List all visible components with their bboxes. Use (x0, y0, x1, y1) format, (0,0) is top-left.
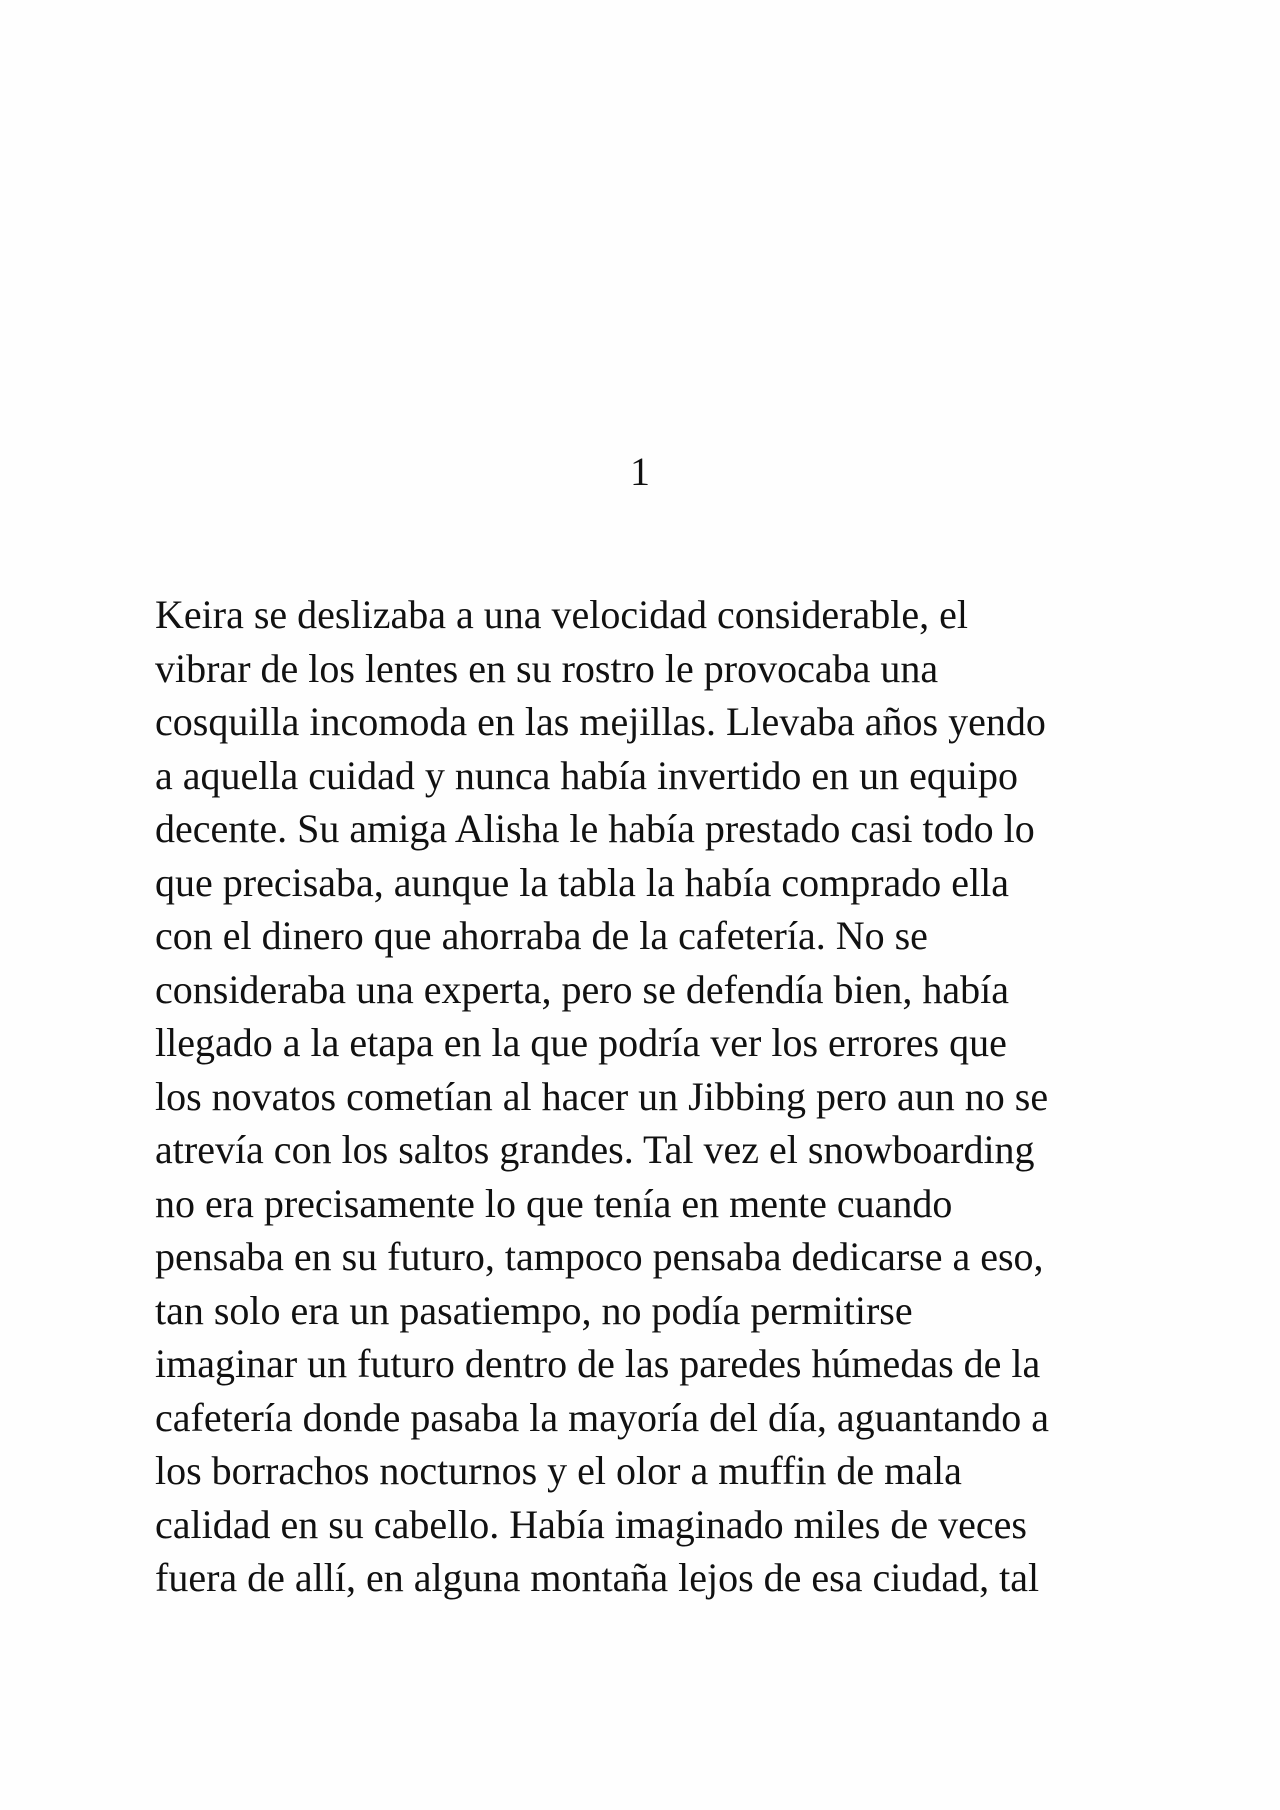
text-line: tan solo era un pasatiempo, no podía permitirse (155, 1287, 913, 1333)
text-line: calidad en su cabello. Había imaginado miles de veces (155, 1501, 1027, 1547)
text-line: Keira se deslizaba a una velocidad considerable, el (155, 592, 968, 637)
chapter-number: 1 (630, 449, 650, 494)
text-line: no era precisamente lo que tenía en mente cuando (155, 1180, 953, 1226)
text-line: a aquella cuidad y nunca había invertido en un equipo (155, 752, 1019, 798)
chapter-paragraph (155, 588, 1155, 1605)
text-line: los novatos cometían al hacer un Jibbing pero aun no se (155, 1073, 1049, 1119)
text-line: que precisaba, aunque la tabla la había comprado ella (155, 859, 1010, 905)
text-line: fuera de allí, en alguna montaña lejos de esa ciudad, tal (155, 1555, 1040, 1600)
text-line: con el dinero que ahorraba de la cafetería. No se (155, 913, 928, 958)
text-line: llegado a la etapa en la que podría ver los errores que (155, 1020, 1007, 1065)
text-line: decente. Su amiga Alisha le había prestado casi todo lo (155, 806, 1035, 851)
text-line: cosquilla incomoda en las mejillas. Llevaba años yendo (155, 699, 1046, 744)
text-line: vibrar de los lentes en su rostro le provocaba una (155, 645, 939, 691)
text-line: pensaba en su futuro, tampoco pensaba dedicarse a eso, (155, 1234, 1044, 1279)
text-line: cafetería donde pasaba la mayoría del día, aguantando a (155, 1394, 1050, 1440)
text-line: atrevía con los saltos grandes. Tal vez el snowboarding (155, 1127, 1035, 1172)
text-line: consideraba una experta, pero se defendía bien, había (155, 966, 1010, 1012)
text-line: los borrachos nocturnos y el olor a muffin de mala (155, 1448, 962, 1493)
text-line: imaginar un futuro dentro de las paredes húmedas de la (155, 1341, 1041, 1386)
